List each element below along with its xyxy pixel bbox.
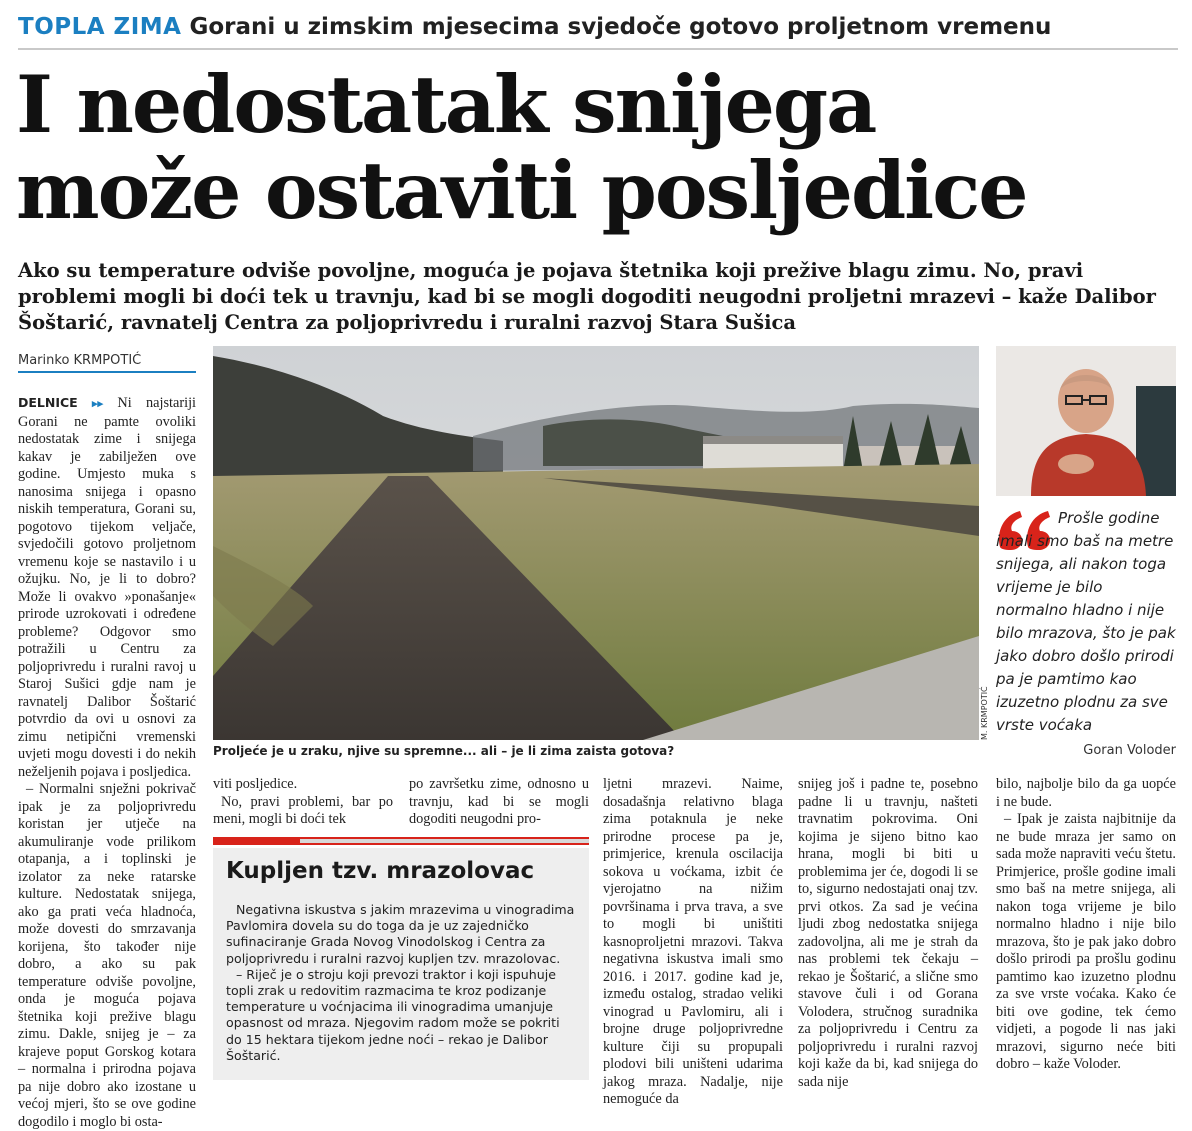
article-paragraph: po završetku zime, odnosno u travnju, kad bi se mogli dogoditi neugodni pro- — [409, 776, 589, 827]
article-paragraph: ljetni mrazevi. Naime, dosadašnja relativno blaga zima potaknula je neke prirodne procese pa je, primjerice, krenula oscilacija sokova u voćkama, izbit će vjerojatno na nižim površinama i prva trava, a sve to mogli bi uništiti kasnoproljetni mrazovi. Takva negativna iskustva imali smo 2016. i 2017. godine kad je, između ostalog, stradao veliki vinograd u Pavlomiru, ali i brojne druge poljoprivredne kulture čiji su propupali plodovi bili uništeni udarima jakog mraza. Nadalje, nije nemoguće da — [603, 776, 783, 1107]
article-paragraph: – Normalni snježni pokrivač ipak je za poljoprivredu koristan jer utječe na akumuliranje vode prilikom otapanja, a i toplinski je izolator za neke ratarske kulture. Nedostatak snijega, ako ga prati veća hladnoća, može dovesti do smrzavanja korijena, što također nije dobro, a ako su pak temperature odviše povoljne, onda je moguća pojava štetnika koji prežive blagu zimu. Dakle, snijeg je – za krajeve poput Gorskog kotara – normalna i prirodna pojava pa nije dobro ako izostane u većoj mjeri, što se ove godine dogodilo i moglo bi osta- — [18, 781, 196, 1130]
sidebar-paragraph: – Riječ je o stroju koji prevozi traktor i koji ispuhuje topli zrak u redovitim razmacima te kroz podizanje temperature u voćnjacima ili vinogradima umanjuje opasnost od mraza. Njegovim radom može se pokriti do 15 hektara tijekom jedne noći – rekao je Dalibor Šoštarić. — [226, 966, 560, 1063]
field-photo-illustration — [213, 346, 979, 740]
article-column-1 — [18, 394, 196, 1131]
sidebar-title: Kupljen tzv. mrazolovac — [226, 858, 535, 884]
article-paragraph: No, pravi problemi, bar po meni, mogli bi doći tek — [213, 793, 393, 827]
kicker — [18, 14, 1178, 48]
kicker-text: Gorani u zimskim mjesecima svjedoče gotovo proljetnom vremenu — [189, 14, 1052, 40]
sidebar-paragraph: Negativna iskustva s jakim mrazevima u vinogradima Pavlomira dovela su do toga da je uz zajedničko sufinaciranje Grada Novog Vinodolskog i Centra za poljoprivredu i ruralni razvoj kupljen tzv. mrazolovac. — [226, 902, 575, 966]
pull-quote: Prošle godine imali smo baš na metre snijega, ali nakon toga vrijeme je bilo normalno hladno i nije bilo mrazova, što je pak jako dobro došlo prirodi pa je pamtimo kao izuzetno plodnu za sve vrste voćaka — [996, 509, 1176, 734]
main-photo — [213, 346, 979, 740]
byline: Marinko KRMPOTIĆ — [18, 353, 142, 368]
photo-credit: M. KRMPOTIĆ — [980, 686, 989, 740]
kicker-divider — [18, 48, 1178, 50]
byline-divider — [18, 371, 196, 373]
headline — [16, 58, 1186, 237]
portrait-photo — [996, 346, 1176, 496]
dateline-arrow-icon: ▸▸ — [92, 398, 104, 410]
deck: Ako su temperature odviše povoljne, moguća je pojava štetnika koji prežive blagu zimu. No, pravi problemi mogli bi doći tek u travnju, kad bi se mogli dogoditi neugodni proljetni mrazevi – kaže Dalibor Šoštarić, ravnatelj Centra za poljoprivredu i ruralni razvoj Stara Sušica — [18, 259, 1156, 334]
headline-line-1: I nedostatak snijega — [16, 58, 876, 151]
photo-caption: Proljeće je u zraku, njive su spremne... ali – je li zima zaista gotova? — [213, 744, 675, 758]
article-column-5 — [798, 776, 978, 1091]
dateline: DELNICE — [18, 395, 78, 410]
article-paragraph: – Ipak je zaista najbitnije da ne bude mraza jer samo on sada može napraviti veću štetu. Primjerice, prošle godine imali smo baš na metre snijega, ali nakon toga vrijeme je bilo normalno hladno i nije bilo mrazova, što je pak jako dobro došlo prirodi pa prošlu godinu pamtimo kao izuzetno plodnu za sve vrste voćaka. Kako će biti ove godine, tek ćemo vidjeti, a pogode li nas jaki mrazovi, sigurno neće biti dobro – kaže Voloder. — [996, 811, 1176, 1072]
portrait-illustration — [996, 346, 1176, 496]
article-paragraph: bilo, najbolje bilo da ga uopće i ne bude. — [996, 776, 1176, 810]
article-paragraph: DELNICE ▸▸ Ni najstariji Gorani ne pamte ovoliki nedostatak zime i snijega kakav je zabilježen ove godine. Umjesto muka s nanosima snijega i opasno niskih temperatura, Gorani su, pogotovo tijekom veljače, svjedočili gotovo proljetnom vremenu koje se nastavilo i u ožujku. No, je li to dobro? Može li ovakvo »ponašanje« prirode uzrokovati i određene probleme? Odgovor smo potražili u Centru za poljoprivredu i ruralni ravoj u Staroj Sušici gdje nam je ravnatelj Dalibor Šoštarić potvrdio da ovi u osnovi za zimu netipični vremenski uvjeti mogu dovesti i do nekih neželjenih pojava i posljedica. — [18, 395, 197, 780]
article-column-2 — [213, 776, 393, 829]
article-paragraph: snijeg još i padne te, posebno padne li u travnju, našteti travnatim pokrovima. Oni kojima je sijeno bitno kao hrana, mogli bi biti u problemima jer će, dogodi li se to, sigurno nedostajati onaj tzv. prvi otkos. Za sad je većina ljudi zbog nedostatka snijega zadovoljna, ali me je strah da nas problemi tek čekaju – rekao je Šoštarić, a slične smo stavove čuli i od Gorana Volodera, stručnog suradnika za poljoprivredu i Centru za poljoprivredu i ruralni razvoj koji kaže da bi, kad snijega do sada nije — [798, 776, 978, 1090]
sidebar-accent-rule — [300, 839, 589, 843]
article-column-4 — [603, 776, 783, 1109]
sidebar-body — [226, 902, 578, 1064]
article-paragraph: viti posljedice. — [213, 776, 298, 792]
headline-line-2: može ostaviti posljedice — [16, 144, 1027, 237]
article-column-6 — [996, 776, 1176, 1074]
kicker-tag: TOPLA ZIMA — [18, 14, 182, 40]
article-column-3 — [409, 776, 589, 829]
pull-quote-author: Goran Voloder — [1083, 743, 1176, 758]
